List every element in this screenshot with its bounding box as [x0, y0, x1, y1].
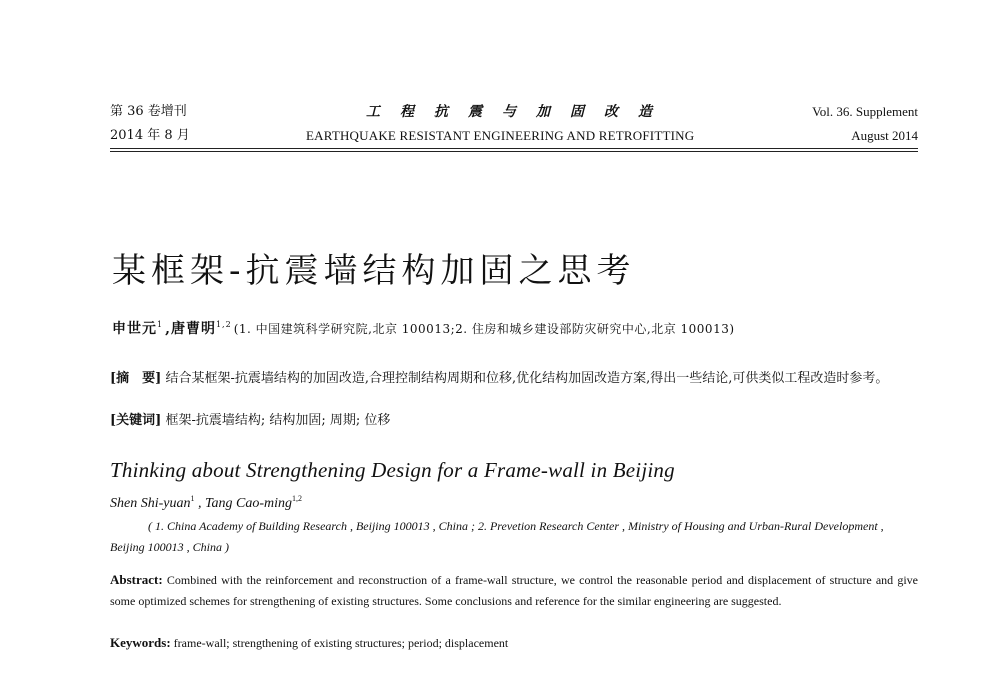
header-rule-top [110, 148, 918, 149]
affiliation-en: ( 1. China Academy of Building Research , Beijing 100013 , China ; 2. Prevetion Research Center , Ministry of Housing and Urban-Rural Development , Beijing 100013 , China ) [110, 519, 884, 554]
author-name-en: Tang Cao-ming [204, 496, 292, 511]
header-rule-bottom [110, 151, 918, 152]
date-en: August 2014 [851, 128, 918, 143]
abstract-en-label: Abstract: [110, 572, 163, 587]
author-separator: , [194, 496, 202, 511]
affiliation-cn: (1. 中国建筑科学研究院,北京 100013;2. 住房和城乡建设部防灾研究中心,北京 100013) [233, 322, 735, 336]
keywords-cn-label: [关键词] [110, 413, 162, 428]
keywords-cn-text: 框架-抗震墙结构; 结构加固; 周期; 位移 [165, 413, 391, 428]
author-affil-mark: 1 [190, 494, 195, 503]
abstract-cn-label: [摘 要] [110, 371, 162, 386]
volume-cn: 第 36 卷增刊 [110, 104, 187, 119]
author-affil-mark: 1 [157, 320, 164, 329]
author-name: 唐曹明 [170, 321, 216, 337]
abstract-en [110, 569, 918, 612]
abstract-en-text: Combined with the reinforcement and reconstruction of a frame-wall structure, we control the reasonable period and displacement of structure and give some optimized schemes for strengthening of existing structures. Some conclusions and reference for the similar engineering are suggested. [110, 573, 918, 608]
paper-title-cn: 某框架-抗震墙结构加固之思考 [112, 251, 636, 291]
abstract-cn-text: 结合某框架-抗震墙结构的加固改造,合理控制结构周期和位移,优化结构加固改造方案,得出一些结论,可供类似工程改造时参考。 [165, 371, 889, 386]
author-separator: , [165, 321, 171, 337]
author-name: 申世元 [112, 321, 157, 337]
keywords-en-text: frame-wall; strengthening of existing structures; period; displacement [173, 636, 509, 650]
authors-cn [112, 318, 735, 338]
keywords-en-label: Keywords: [110, 635, 171, 650]
author-name-en: Shen Shi-yuan [110, 496, 191, 511]
journal-title-cn: 工程抗震与加固改造 [366, 104, 672, 120]
paper-title-en: Thinking about Strengthening Design for a Frame-wall in Beijing [110, 458, 675, 482]
abstract-cn [110, 368, 918, 389]
volume-en: Vol. 36. Supplement [812, 104, 918, 119]
keywords-en [110, 632, 918, 654]
keywords-cn [110, 410, 918, 431]
authors-en [110, 494, 302, 512]
author-affil-mark: 1,2 [215, 320, 232, 329]
author-affil-mark: 1,2 [292, 494, 302, 503]
date-cn: 2014 年 8 月 [110, 128, 190, 143]
journal-title-en: EARTHQUAKE RESISTANT ENGINEERING AND RETROFITTING [306, 128, 695, 143]
